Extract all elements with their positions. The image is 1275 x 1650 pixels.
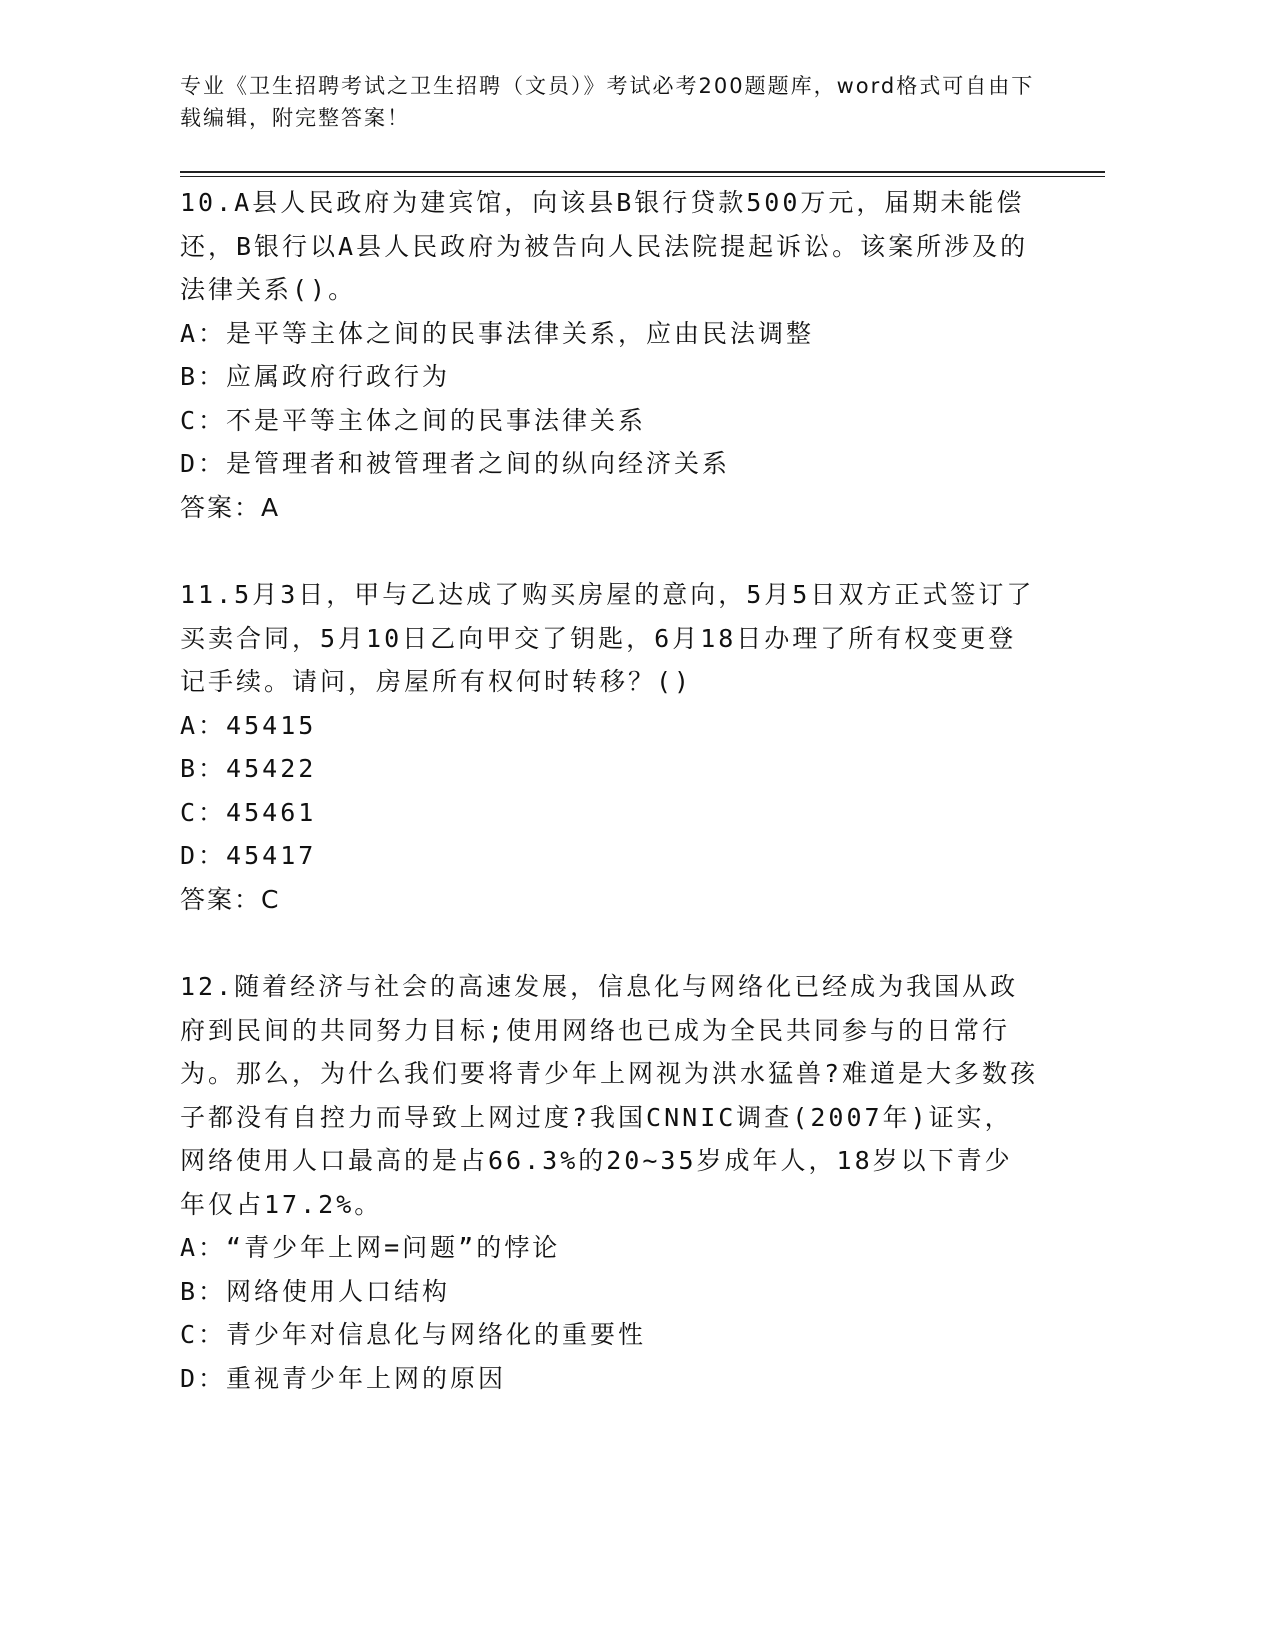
header-divider-thick — [180, 171, 1105, 173]
answer-line: 答案：A — [180, 492, 281, 522]
question-stem: 10.A县人民政府为建宾馆，向该县B银行贷款500万元，届期未能偿还，B银行以A县人民政府为被告向人民法院提起诉讼。该案所涉及的法律关系()。 — [180, 188, 1029, 304]
option-c: C：45461 — [180, 797, 317, 827]
question-stem: 11.5月3日，甲与乙达成了购买房屋的意向，5月5日双方正式签订了买卖合同，5月10日乙向甲交了钥匙，6月18日办理了所有权变更登记手续。请问，房屋所有权何时转移？() — [180, 580, 1035, 696]
option-d: D：重视青少年上网的原因 — [180, 1363, 507, 1393]
answer-line: 答案：C — [180, 884, 281, 914]
question-10 — [180, 181, 1040, 529]
option-d: D：是管理者和被管理者之间的纵向经济关系 — [180, 449, 731, 478]
option-c: C：不是平等主体之间的民事法律关系 — [180, 405, 647, 435]
option-d: D：45417 — [180, 841, 317, 870]
question-stem: 12.随着经济与社会的高速发展，信息化与网络化已经成为我国从政府到民间的共同努力目标;使用网络也已成为全民共同参与的日常行为。那么，为什么我们要将青少年上网视为洪水猛兽?难道是大多数孩子都没有自控力而导致上网过度?我国CNNIC调查(2007年)证实，网络使用人口最高的是占66.3%的20~35岁成年人，18岁以下青少年仅占17.2%。 — [180, 972, 1039, 1219]
option-c: C：青少年对信息化与网络化的重要性 — [180, 1320, 647, 1349]
option-b: B：45422 — [180, 754, 317, 783]
option-b: B：应属政府行政行为 — [180, 362, 451, 391]
option-b: B：网络使用人口结构 — [180, 1276, 451, 1306]
question-11 — [180, 573, 1040, 921]
question-12 — [180, 965, 1040, 1400]
option-a: A：是平等主体之间的民事法律关系，应由民法调整 — [180, 318, 815, 348]
document-header: 专业《卫生招聘考试之卫生招聘（文员）》考试必考200题题库，word格式可自由下载编辑，附完整答案！ — [180, 74, 1035, 130]
option-a: A：“青少年上网=问题”的悖论 — [180, 1233, 561, 1262]
header-divider-thin — [180, 176, 1105, 177]
option-a: A：45415 — [180, 710, 317, 740]
